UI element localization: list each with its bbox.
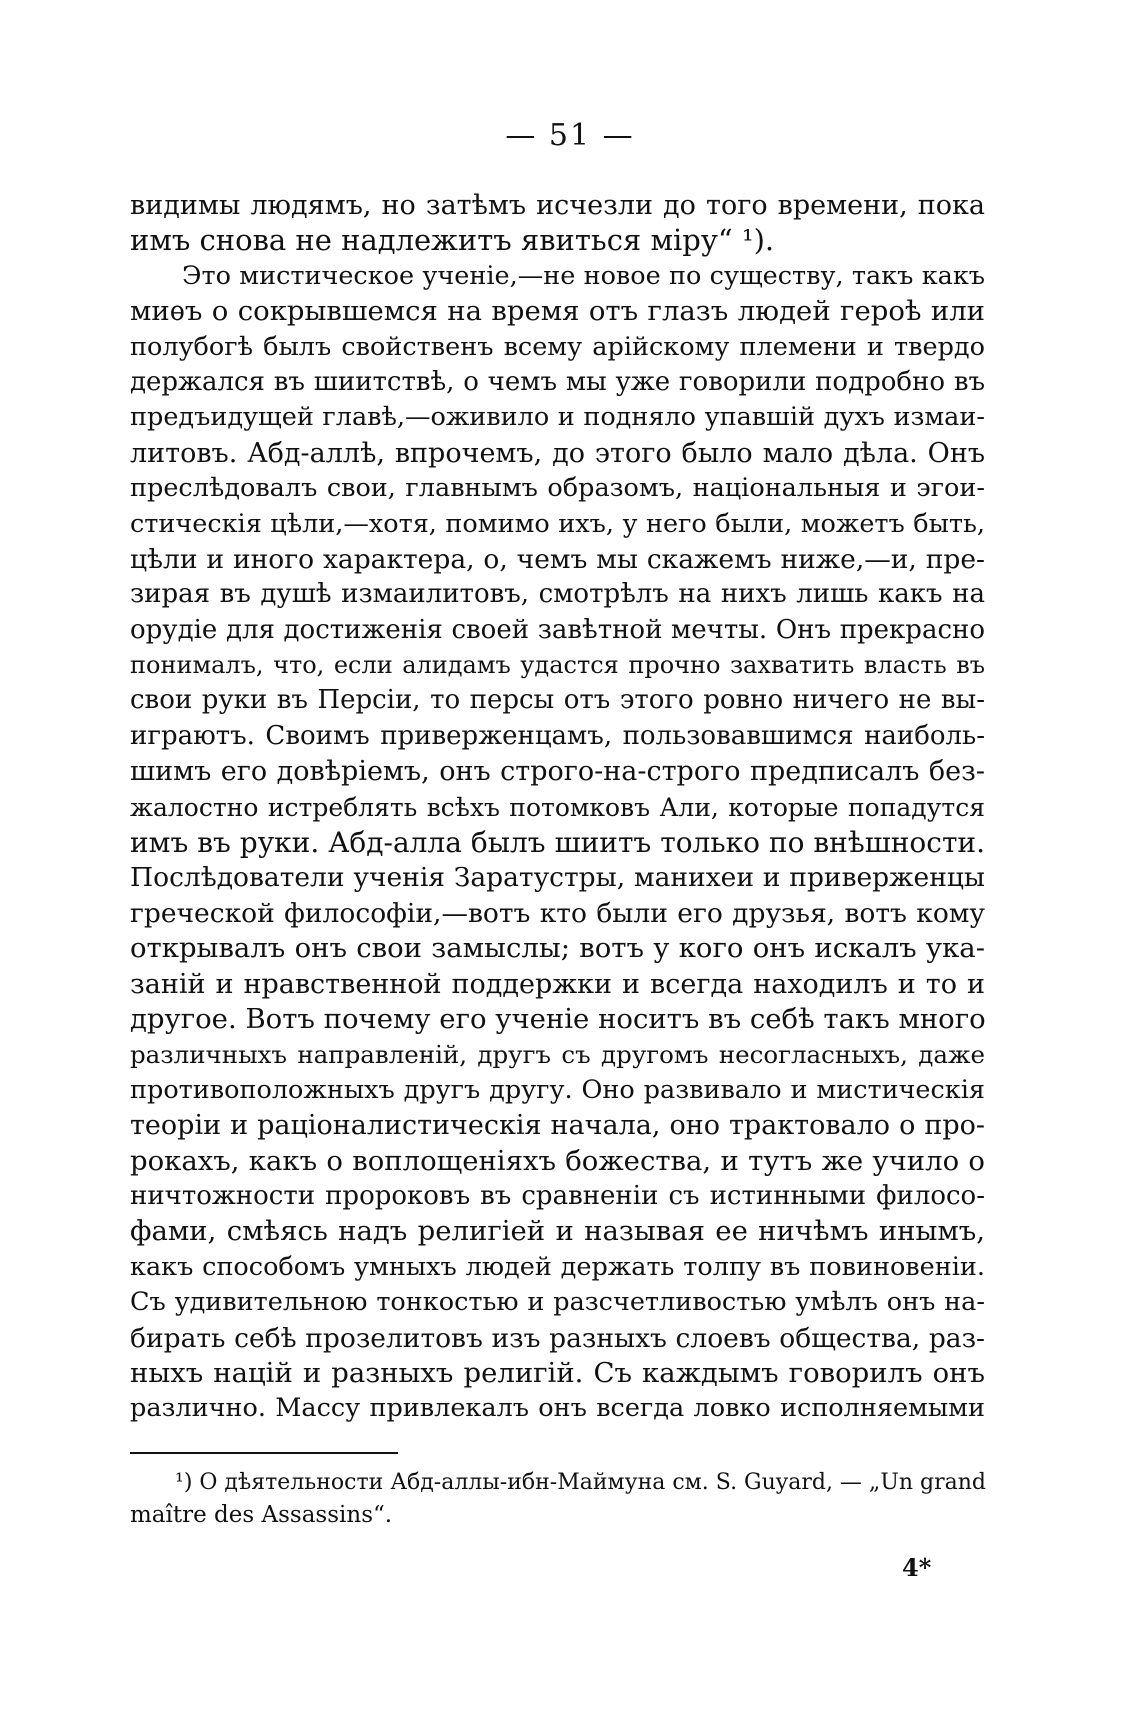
footnote-text-1: О дѣятельности Абд-аллы-ибн-Маймуна см. S. Guyard, — „Un grand <box>199 1470 986 1495</box>
text-line: рокахъ, какъ о воплощеніяхъ божества, и тутъ же учило о <box>130 1144 985 1177</box>
text-line: имъ въ руки. Абд-алла былъ шиитъ только по внѣшности. <box>130 826 985 860</box>
text-line: какъ способомъ умныхъ людей держать толпу въ повиновеніи. <box>130 1251 985 1282</box>
footnote-line-1 <box>130 1467 985 1499</box>
text-line: миѳъ о сокрывшемся на время отъ глазъ людей героѣ или <box>130 295 985 328</box>
text-line: теоріи и раціоналистическія начала, оно трактовало о про- <box>130 1110 985 1142</box>
text-line: предъидущей главѣ,—оживило и подняло упавшій духъ измаи- <box>130 402 985 433</box>
text-line: различно. Массу привлекалъ онъ всегда ловко исполняемыми <box>130 1393 985 1424</box>
text-line: заній и нравственной поддержки и всегда находилъ и то и <box>130 968 985 1000</box>
text-line: открывалъ онъ свои замыслы; вотъ у кого онъ искалъ ука- <box>130 932 985 965</box>
text-line: играютъ. Своимъ приверженцамъ, пользовавшимся наиболь- <box>130 720 985 751</box>
text-line: понималъ, что, если алидамъ удастся прочно захватить власть въ <box>130 651 985 680</box>
text-line: имъ снова не надлежитъ явиться міру“ ¹). <box>130 223 775 258</box>
page-number: — 51 — <box>505 118 635 153</box>
text-line: жалостно истреблять всѣхъ потомковъ Али, которые попадутся <box>130 792 985 822</box>
footnote <box>130 1467 985 1531</box>
footnote-line-2: maître des Assassins“. <box>130 1502 393 1528</box>
footnote-divider <box>130 1452 398 1454</box>
text-line: свои руки въ Персіи, то персы отъ этого ровно ничего не вы- <box>130 685 985 716</box>
text-line: различныхъ направленій, другъ съ другомъ несогласныхъ, даже <box>130 1040 985 1070</box>
text-line: орудіе для достиженія своей завѣтной мечты. Онъ прекрасно <box>130 614 985 645</box>
text-line: другое. Вотъ почему его ученіе носитъ въ себѣ такъ много <box>130 1002 986 1035</box>
text-line: ничтожности пророковъ въ сравненіи съ истинными филосо- <box>130 1180 985 1211</box>
text-line: бирать себѣ прозелитовъ изъ разныхъ слоевъ общества, раз- <box>130 1322 985 1354</box>
text-line: Послѣдователи ученія Заратустры, манихеи и приверженцы <box>130 862 985 894</box>
printer-signature: 4* <box>902 1553 932 1582</box>
text-line: видимы людямъ, но затѣмъ исчезли до того времени, пока <box>130 190 985 221</box>
text-line: греческой философіи,—вотъ кто были его друзья, вотъ кому <box>130 897 985 929</box>
text-line: полубогѣ былъ свойственъ всему арійскому племени и твердо <box>130 331 985 362</box>
text-line: преслѣдовалъ свои, главнымъ образомъ, національныя и эгои- <box>130 473 985 504</box>
text-line: Съ удивительною тонкостью и разсчетливостью умѣлъ онъ на- <box>130 1287 985 1318</box>
text-line: литовъ. Абд-аллѣ, впрочемъ, до этого было мало дѣла. Онъ <box>130 437 985 469</box>
text-line: фами, смѣясь надъ религіей и называя ее ничѣмъ инымъ, <box>130 1215 985 1248</box>
text-line: Это мистическое ученіе,—не новое по существу, такъ какъ <box>182 260 985 291</box>
text-line: шимъ его довѣріемъ, онъ строго-на-строго предписалъ без- <box>130 756 985 788</box>
main-text <box>130 188 985 1427</box>
footnote-marker: ¹) <box>175 1470 193 1495</box>
text-line: ныхъ націй и разныхъ религій. Съ каждымъ говорилъ онъ <box>130 1356 985 1389</box>
text-line: противоположныхъ другъ другу. Оно развивало и мистическія <box>130 1074 985 1105</box>
text-line: стическія цѣли,—хотя, помимо ихъ, у него были, можетъ быть, <box>130 508 985 539</box>
text-line: держался въ шиитствѣ, о чемъ мы уже говорили подробно въ <box>130 366 985 397</box>
text-line: зирая въ душѣ измаилитовъ, смотрѣлъ на нихъ лишь какъ на <box>130 579 985 610</box>
text-line: цѣли и иного характера, о, чемъ мы скажемъ ниже,—и, пре- <box>130 543 985 575</box>
